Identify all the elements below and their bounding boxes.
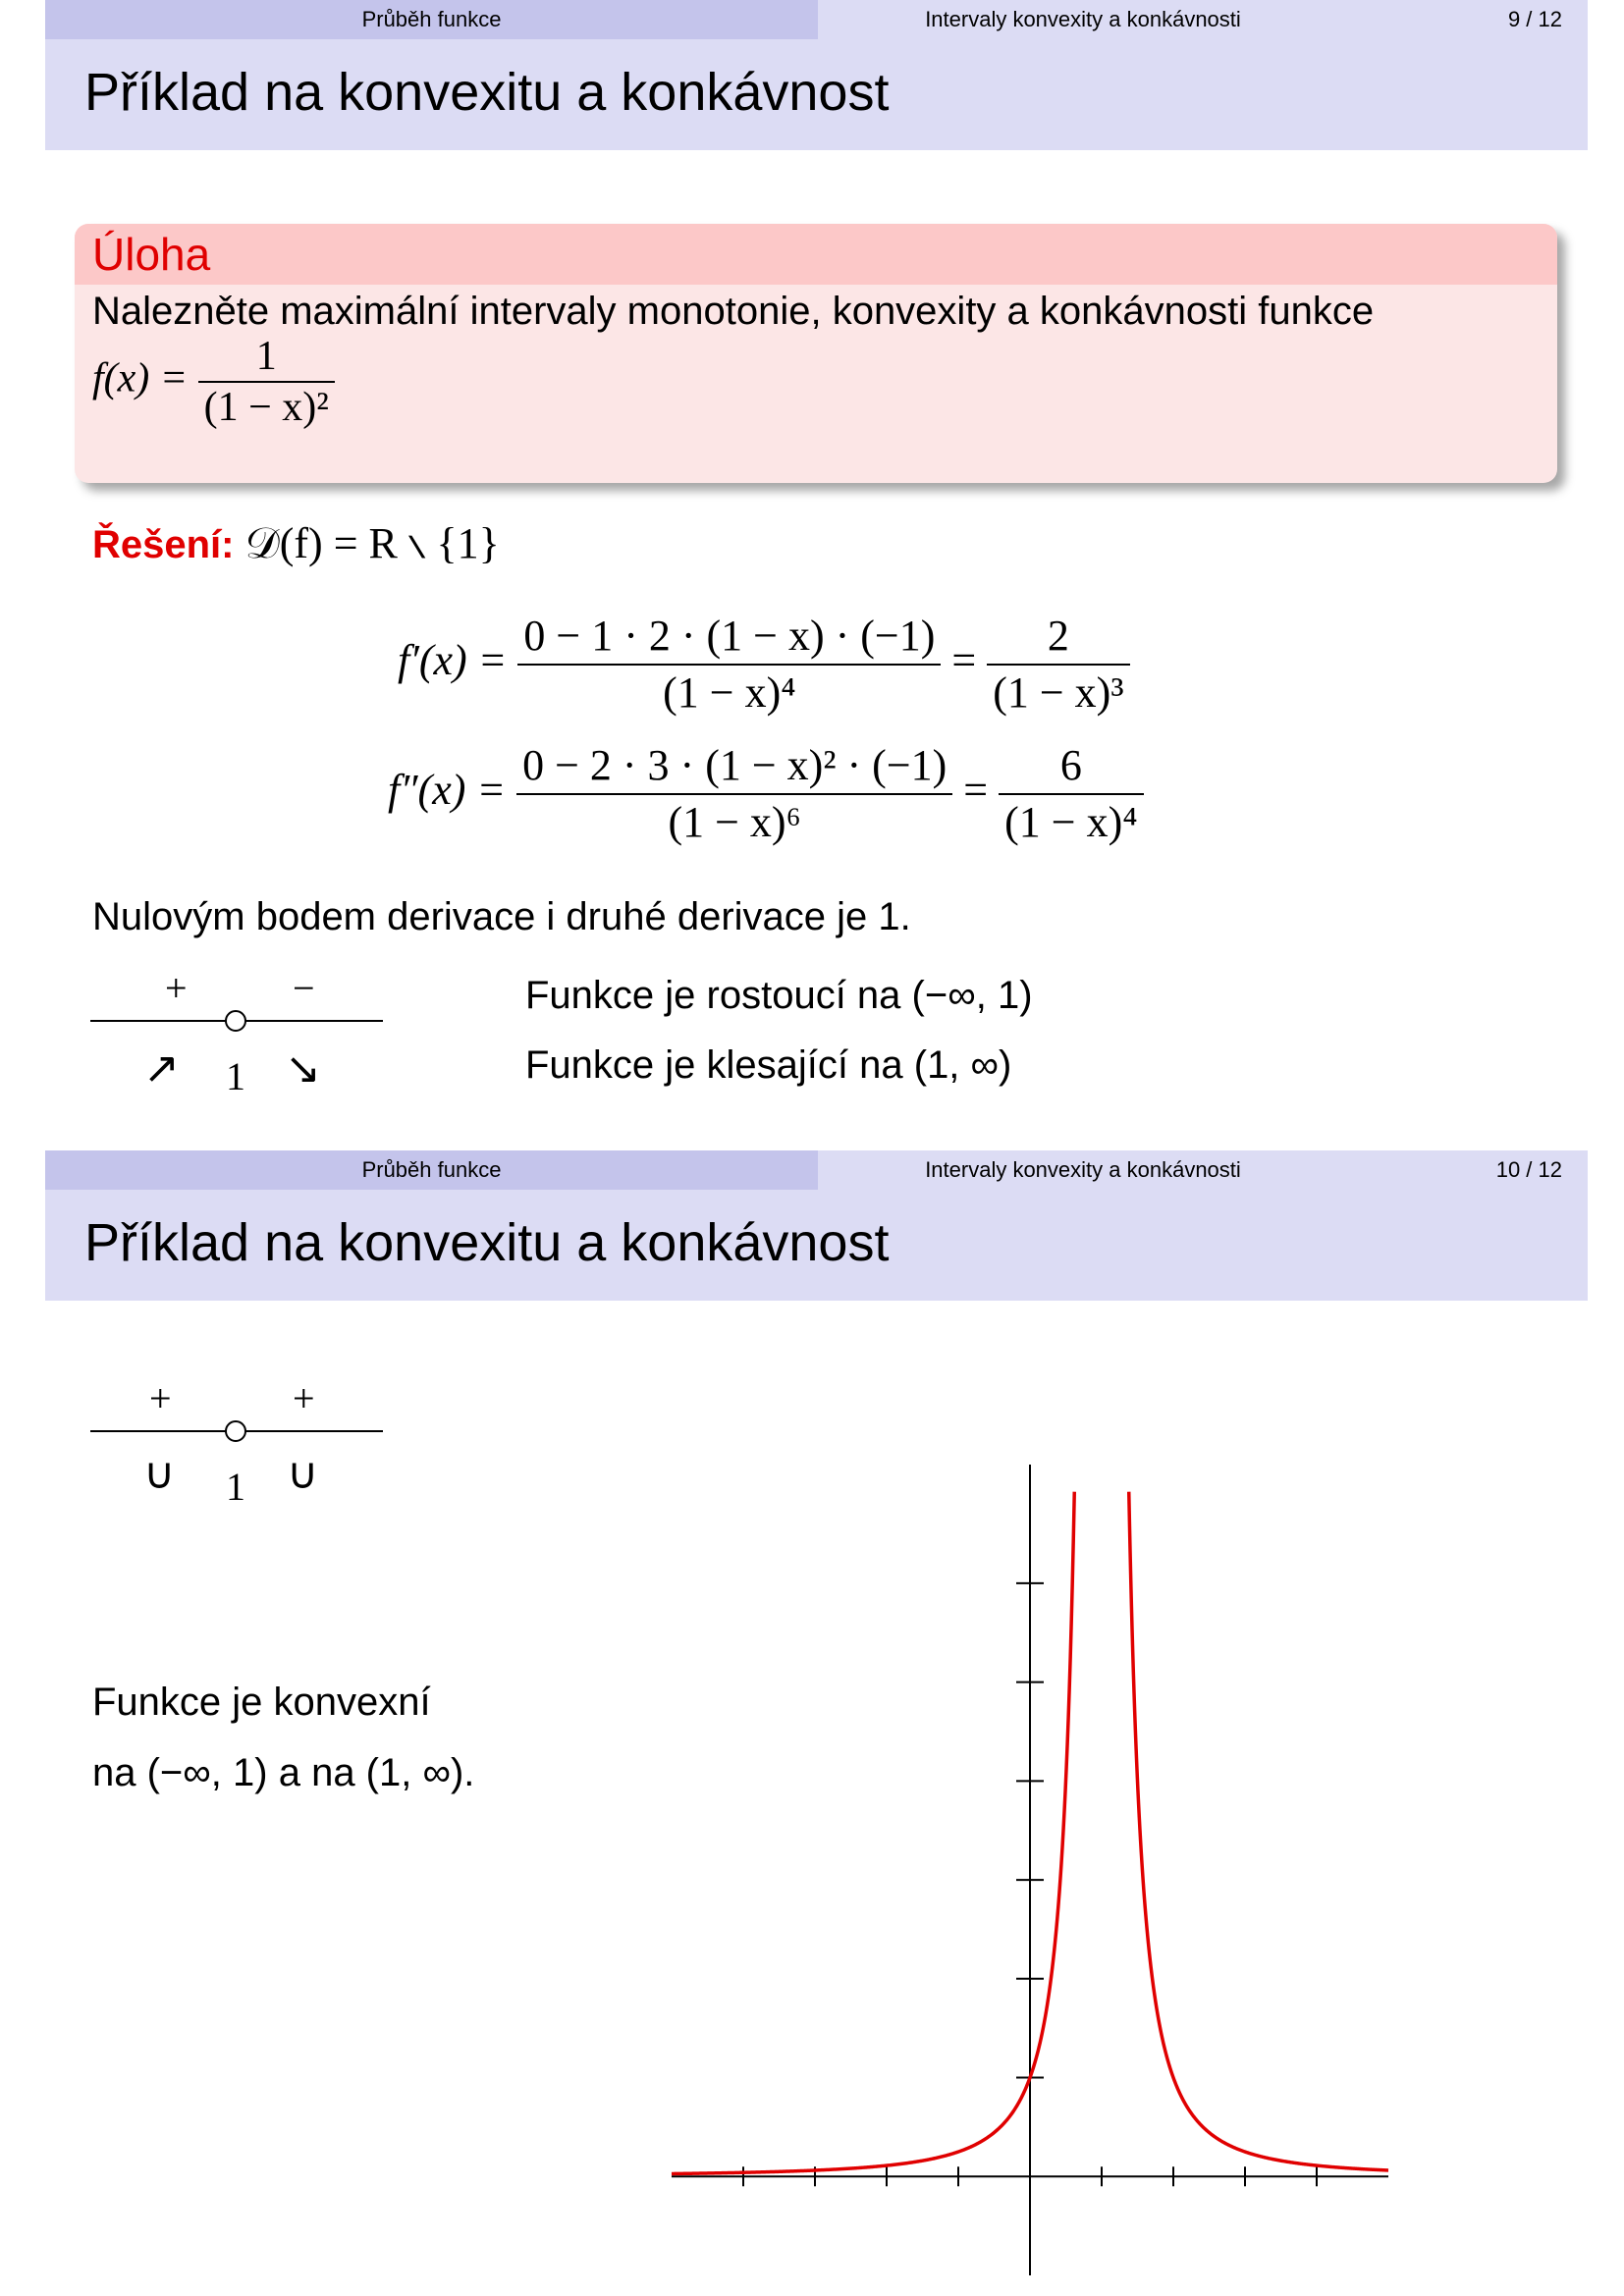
formula-lhs: f(x) = — [92, 355, 189, 401]
first-derivative: f′(x) = $\frac{0 - 1 \cdot 2 \cdot (1 - x) \cdot (-1)}{\text{(1 − x)⁴}}$ = $\frac{2}{\text{(1 − x)³}}$ — [398, 609, 1130, 721]
critical-point-label: 1 — [226, 1054, 245, 1098]
sign-left: + — [149, 1382, 172, 1420]
convexity-conclusion-line1: Funkce je konvexní — [92, 1681, 431, 1724]
title-bar — [45, 39, 1588, 150]
solution-line — [92, 518, 500, 568]
solution-label: Řešení: — [92, 523, 235, 566]
formula-fraction — [198, 332, 335, 432]
first-derivative-numerator: 0 − 1 · 2 · (1 − x) · (−1) — [523, 612, 936, 660]
monotonicity-sign-chart — [88, 972, 393, 1109]
sign-left: + — [165, 972, 188, 1010]
excluded-point-marker — [226, 1011, 245, 1031]
first-derivative-result-denominator: (1 − x)³ — [987, 664, 1129, 721]
header-bar — [45, 0, 1588, 39]
first-derivative-result-numerator: 2 — [1047, 612, 1069, 660]
header-page-number: 9 / 12 — [1507, 7, 1562, 31]
first-derivative-denominator: (1 − x)⁴ — [517, 664, 941, 721]
task-heading: Úloha — [75, 224, 1557, 285]
title-bar — [45, 1190, 1588, 1301]
slide-title: Příklad na konvexitu a konkávnost — [84, 1213, 890, 1272]
slide-title: Příklad na konvexitu a konkávnost — [84, 63, 890, 122]
conclusion-increasing: Funkce je rostoucí na (−∞, 1) — [525, 974, 1033, 1017]
header-section: Průběh funkce — [45, 0, 818, 39]
second-derivative-numerator: 0 − 2 · 3 · (1 − x)² · (−1) — [522, 741, 947, 789]
task-formula — [92, 332, 1557, 432]
task-block — [75, 224, 1557, 483]
header-page-number: 10 / 12 — [1495, 1157, 1562, 1182]
second-derivative: f″(x) = $\frac{\text{0 − 2 · 3 · (1 − x)² · (−1)}}{\text{(1 − x)⁶}}$ = $\frac{6}{\text{(1 − x)⁴}}$ — [388, 738, 1144, 850]
decreasing-arrow-icon: ↘ — [285, 1043, 321, 1094]
first-derivative-lhs: f′(x) = — [398, 636, 508, 685]
function-curve-left — [672, 1492, 1074, 2174]
sign-right: − — [293, 972, 315, 1010]
task-text: Nalezněte maximální intervaly monotonie, konvexity a konkávnosti funkce — [92, 290, 1375, 333]
header-section: Průběh funkce — [45, 1150, 818, 1190]
second-derivative-denominator: (1 − x)⁶ — [516, 793, 952, 850]
excluded-point-marker — [226, 1421, 245, 1441]
critical-point-label: 1 — [226, 1465, 245, 1509]
formula-denominator: (1 − x)² — [198, 381, 335, 432]
increasing-arrow-icon: ↗ — [143, 1043, 180, 1094]
domain-formula: 𝒟(f) = R ∖ {1} — [244, 519, 500, 567]
second-derivative-result-denominator: (1 − x)⁴ — [999, 793, 1143, 850]
formula-numerator: 1 — [255, 334, 277, 379]
second-derivative-result-numerator: 6 — [1059, 741, 1082, 789]
convex-cup-icon: ∪ — [143, 1449, 176, 1499]
conclusion-decreasing: Funkce je klesající na (1, ∞) — [525, 1043, 1012, 1087]
convex-cup-icon: ∪ — [287, 1449, 319, 1499]
function-graph — [668, 1425, 1394, 2279]
second-derivative-lhs: f″(x) = — [388, 766, 507, 815]
zero-point-text: Nulovým bodem derivace i druhé derivace je 1. — [92, 895, 911, 938]
function-curve-right — [1129, 1492, 1388, 2170]
header-subsection: Intervaly konvexity a konkávnosti — [925, 7, 1241, 31]
sign-right: + — [293, 1382, 315, 1420]
convexity-conclusion-line2: na (−∞, 1) a na (1, ∞). — [92, 1751, 475, 1794]
convexity-sign-chart — [88, 1382, 393, 1520]
header-subsection: Intervaly konvexity a konkávnosti — [925, 1157, 1241, 1182]
header-bar — [45, 1150, 1588, 1190]
